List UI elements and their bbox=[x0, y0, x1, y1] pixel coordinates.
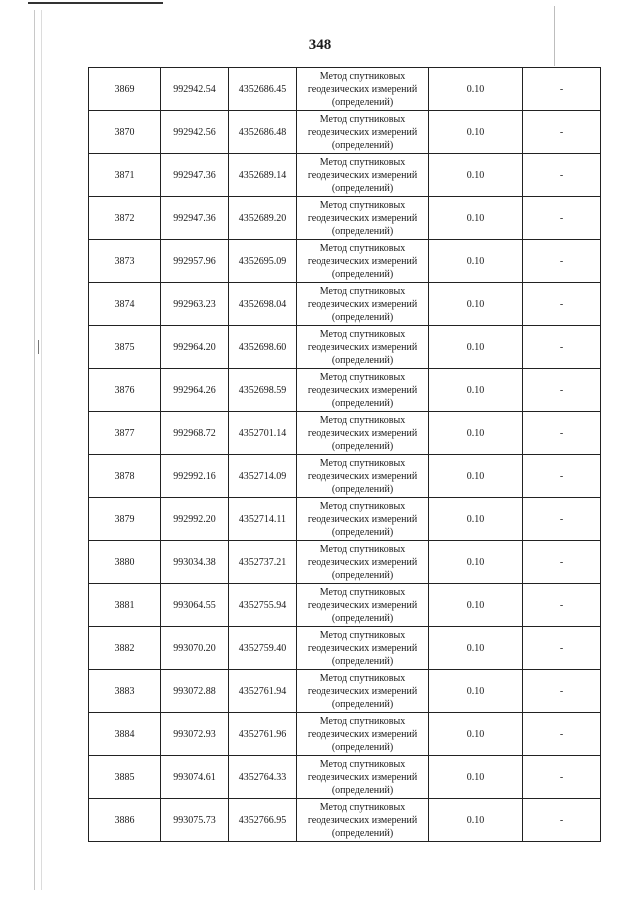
method-line: геодезических измерений bbox=[307, 255, 418, 267]
table-row bbox=[89, 111, 601, 154]
description-cell: - bbox=[523, 369, 601, 412]
x-coordinate-cell: 993072.93 bbox=[161, 713, 229, 756]
page-number: 348 bbox=[308, 37, 332, 53]
x-coordinate-cell: 993034.38 bbox=[161, 541, 229, 584]
point-number-cell: 3876 bbox=[89, 369, 161, 412]
x-coordinate-cell: 992964.20 bbox=[161, 326, 229, 369]
point-number-cell: 3870 bbox=[89, 111, 161, 154]
table-row bbox=[89, 197, 601, 240]
table-row bbox=[89, 756, 601, 799]
y-coordinate-cell: 4352686.45 bbox=[229, 68, 297, 111]
point-number-cell: 3881 bbox=[89, 584, 161, 627]
method-cell bbox=[297, 412, 429, 455]
method-line: геодезических измерений bbox=[307, 470, 418, 482]
description-cell: - bbox=[523, 68, 601, 111]
accuracy-cell: 0.10 bbox=[429, 68, 523, 111]
x-coordinate-cell: 992968.72 bbox=[161, 412, 229, 455]
description-cell: - bbox=[523, 541, 601, 584]
method-cell bbox=[297, 670, 429, 713]
table-row bbox=[89, 240, 601, 283]
coordinates-table bbox=[88, 67, 601, 842]
x-coordinate-cell: 993075.73 bbox=[161, 799, 229, 842]
table-row bbox=[89, 584, 601, 627]
accuracy-cell: 0.10 bbox=[429, 283, 523, 326]
method-line: (определений) bbox=[331, 569, 394, 581]
method-line: геодезических измерений bbox=[307, 341, 418, 353]
method-line: (определений) bbox=[331, 96, 394, 108]
accuracy-cell: 0.10 bbox=[429, 154, 523, 197]
method-cell bbox=[297, 584, 429, 627]
description-cell: - bbox=[523, 627, 601, 670]
method-line: (определений) bbox=[331, 397, 394, 409]
accuracy-cell: 0.10 bbox=[429, 670, 523, 713]
point-number-cell: 3869 bbox=[89, 68, 161, 111]
accuracy-cell: 0.10 bbox=[429, 799, 523, 842]
method-line: Метод спутниковых bbox=[319, 113, 406, 125]
method-line: геодезических измерений bbox=[307, 298, 418, 310]
table-row bbox=[89, 670, 601, 713]
accuracy-cell: 0.10 bbox=[429, 111, 523, 154]
description-cell: - bbox=[523, 584, 601, 627]
y-coordinate-cell: 4352764.33 bbox=[229, 756, 297, 799]
method-line: Метод спутниковых bbox=[319, 328, 406, 340]
table-row bbox=[89, 799, 601, 842]
method-line: Метод спутниковых bbox=[319, 285, 406, 297]
method-line: (определений) bbox=[331, 741, 394, 753]
method-line: (определений) bbox=[331, 784, 394, 796]
y-coordinate-cell: 4352714.09 bbox=[229, 455, 297, 498]
method-line: Метод спутниковых bbox=[319, 199, 406, 211]
table-row bbox=[89, 369, 601, 412]
method-line: геодезических измерений bbox=[307, 556, 418, 568]
point-number-cell: 3883 bbox=[89, 670, 161, 713]
table-row bbox=[89, 713, 601, 756]
description-cell: - bbox=[523, 756, 601, 799]
x-coordinate-cell: 992964.26 bbox=[161, 369, 229, 412]
method-line: Метод спутниковых bbox=[319, 543, 406, 555]
method-line: Метод спутниковых bbox=[319, 715, 406, 727]
y-coordinate-cell: 4352698.60 bbox=[229, 326, 297, 369]
method-line: Метод спутниковых bbox=[319, 758, 406, 770]
table-row bbox=[89, 326, 601, 369]
method-line: геодезических измерений bbox=[307, 728, 418, 740]
accuracy-cell: 0.10 bbox=[429, 326, 523, 369]
y-coordinate-cell: 4352686.48 bbox=[229, 111, 297, 154]
method-cell bbox=[297, 627, 429, 670]
method-line: геодезических измерений bbox=[307, 771, 418, 783]
method-line: (определений) bbox=[331, 139, 394, 151]
method-line: (определений) bbox=[331, 354, 394, 366]
method-line: геодезических измерений bbox=[307, 427, 418, 439]
table-row bbox=[89, 154, 601, 197]
scan-artifact-tick bbox=[38, 340, 43, 354]
accuracy-cell: 0.10 bbox=[429, 197, 523, 240]
point-number-cell: 3871 bbox=[89, 154, 161, 197]
y-coordinate-cell: 4352737.21 bbox=[229, 541, 297, 584]
description-cell: - bbox=[523, 240, 601, 283]
method-line: (определений) bbox=[331, 483, 394, 495]
y-coordinate-cell: 4352701.14 bbox=[229, 412, 297, 455]
y-coordinate-cell: 4352766.95 bbox=[229, 799, 297, 842]
accuracy-cell: 0.10 bbox=[429, 627, 523, 670]
method-line: Метод спутниковых bbox=[319, 801, 406, 813]
accuracy-cell: 0.10 bbox=[429, 455, 523, 498]
table-row bbox=[89, 455, 601, 498]
method-line: (определений) bbox=[331, 268, 394, 280]
point-number-cell: 3873 bbox=[89, 240, 161, 283]
table-row bbox=[89, 68, 601, 111]
description-cell: - bbox=[523, 412, 601, 455]
table-row bbox=[89, 283, 601, 326]
method-cell bbox=[297, 369, 429, 412]
table-row bbox=[89, 412, 601, 455]
point-number-cell: 3886 bbox=[89, 799, 161, 842]
description-cell: - bbox=[523, 111, 601, 154]
method-line: Метод спутниковых bbox=[319, 457, 406, 469]
description-cell: - bbox=[523, 283, 601, 326]
accuracy-cell: 0.10 bbox=[429, 240, 523, 283]
method-cell bbox=[297, 154, 429, 197]
accuracy-cell: 0.10 bbox=[429, 412, 523, 455]
y-coordinate-cell: 4352759.40 bbox=[229, 627, 297, 670]
point-number-cell: 3874 bbox=[89, 283, 161, 326]
accuracy-cell: 0.10 bbox=[429, 713, 523, 756]
method-cell bbox=[297, 197, 429, 240]
method-line: Метод спутниковых bbox=[319, 371, 406, 383]
point-number-cell: 3878 bbox=[89, 455, 161, 498]
method-cell bbox=[297, 498, 429, 541]
x-coordinate-cell: 992992.20 bbox=[161, 498, 229, 541]
method-line: (определений) bbox=[331, 698, 394, 710]
accuracy-cell: 0.10 bbox=[429, 498, 523, 541]
description-cell: - bbox=[523, 670, 601, 713]
table-row bbox=[89, 627, 601, 670]
y-coordinate-cell: 4352689.14 bbox=[229, 154, 297, 197]
x-coordinate-cell: 992942.54 bbox=[161, 68, 229, 111]
method-line: геодезических измерений bbox=[307, 384, 418, 396]
description-cell: - bbox=[523, 455, 601, 498]
y-coordinate-cell: 4352761.94 bbox=[229, 670, 297, 713]
method-line: Метод спутниковых bbox=[319, 500, 406, 512]
method-line: геодезических измерений bbox=[307, 212, 418, 224]
scan-artifact-left-line bbox=[34, 10, 35, 890]
method-cell bbox=[297, 756, 429, 799]
description-cell: - bbox=[523, 326, 601, 369]
point-number-cell: 3882 bbox=[89, 627, 161, 670]
method-cell bbox=[297, 713, 429, 756]
x-coordinate-cell: 993064.55 bbox=[161, 584, 229, 627]
method-cell bbox=[297, 283, 429, 326]
x-coordinate-cell: 992947.36 bbox=[161, 197, 229, 240]
scan-artifact-left-line bbox=[41, 10, 42, 890]
method-line: (определений) bbox=[331, 311, 394, 323]
accuracy-cell: 0.10 bbox=[429, 756, 523, 799]
description-cell: - bbox=[523, 713, 601, 756]
accuracy-cell: 0.10 bbox=[429, 541, 523, 584]
method-line: геодезических измерений bbox=[307, 126, 418, 138]
method-line: (определений) bbox=[331, 612, 394, 624]
method-cell bbox=[297, 455, 429, 498]
point-number-cell: 3880 bbox=[89, 541, 161, 584]
point-number-cell: 3875 bbox=[89, 326, 161, 369]
method-cell bbox=[297, 799, 429, 842]
point-number-cell: 3885 bbox=[89, 756, 161, 799]
coordinates-table-body bbox=[89, 68, 601, 842]
y-coordinate-cell: 4352698.59 bbox=[229, 369, 297, 412]
y-coordinate-cell: 4352761.96 bbox=[229, 713, 297, 756]
accuracy-cell: 0.10 bbox=[429, 369, 523, 412]
method-line: геодезических измерений bbox=[307, 83, 418, 95]
method-line: геодезических измерений bbox=[307, 169, 418, 181]
scan-artifact-right-line bbox=[554, 6, 555, 66]
method-cell bbox=[297, 68, 429, 111]
method-line: (определений) bbox=[331, 182, 394, 194]
description-cell: - bbox=[523, 197, 601, 240]
x-coordinate-cell: 992942.56 bbox=[161, 111, 229, 154]
x-coordinate-cell: 992947.36 bbox=[161, 154, 229, 197]
x-coordinate-cell: 993074.61 bbox=[161, 756, 229, 799]
scan-artifact-top-line bbox=[28, 2, 163, 4]
y-coordinate-cell: 4352755.94 bbox=[229, 584, 297, 627]
method-line: (определений) bbox=[331, 827, 394, 839]
method-line: (определений) bbox=[331, 440, 394, 452]
point-number-cell: 3872 bbox=[89, 197, 161, 240]
description-cell: - bbox=[523, 498, 601, 541]
x-coordinate-cell: 992992.16 bbox=[161, 455, 229, 498]
method-line: (определений) bbox=[331, 655, 394, 667]
method-line: (определений) bbox=[331, 225, 394, 237]
method-line: Метод спутниковых bbox=[319, 70, 406, 82]
method-line: Метод спутниковых bbox=[319, 629, 406, 641]
description-cell: - bbox=[523, 154, 601, 197]
method-line: Метод спутниковых bbox=[319, 156, 406, 168]
method-line: геодезических измерений bbox=[307, 685, 418, 697]
point-number-cell: 3877 bbox=[89, 412, 161, 455]
y-coordinate-cell: 4352689.20 bbox=[229, 197, 297, 240]
method-line: (определений) bbox=[331, 526, 394, 538]
method-line: Метод спутниковых bbox=[319, 242, 406, 254]
method-line: Метод спутниковых bbox=[319, 414, 406, 426]
x-coordinate-cell: 992957.96 bbox=[161, 240, 229, 283]
point-number-cell: 3884 bbox=[89, 713, 161, 756]
y-coordinate-cell: 4352714.11 bbox=[229, 498, 297, 541]
method-cell bbox=[297, 240, 429, 283]
method-line: геодезических измерений bbox=[307, 814, 418, 826]
x-coordinate-cell: 993070.20 bbox=[161, 627, 229, 670]
y-coordinate-cell: 4352695.09 bbox=[229, 240, 297, 283]
method-line: геодезических измерений bbox=[307, 599, 418, 611]
method-line: геодезических измерений bbox=[307, 642, 418, 654]
method-line: геодезических измерений bbox=[307, 513, 418, 525]
point-number-cell: 3879 bbox=[89, 498, 161, 541]
description-cell: - bbox=[523, 799, 601, 842]
accuracy-cell: 0.10 bbox=[429, 584, 523, 627]
method-line: Метод спутниковых bbox=[319, 672, 406, 684]
method-cell bbox=[297, 541, 429, 584]
x-coordinate-cell: 992963.23 bbox=[161, 283, 229, 326]
y-coordinate-cell: 4352698.04 bbox=[229, 283, 297, 326]
method-cell bbox=[297, 111, 429, 154]
table-row bbox=[89, 498, 601, 541]
x-coordinate-cell: 993072.88 bbox=[161, 670, 229, 713]
method-line: Метод спутниковых bbox=[319, 586, 406, 598]
table-row bbox=[89, 541, 601, 584]
method-cell bbox=[297, 326, 429, 369]
